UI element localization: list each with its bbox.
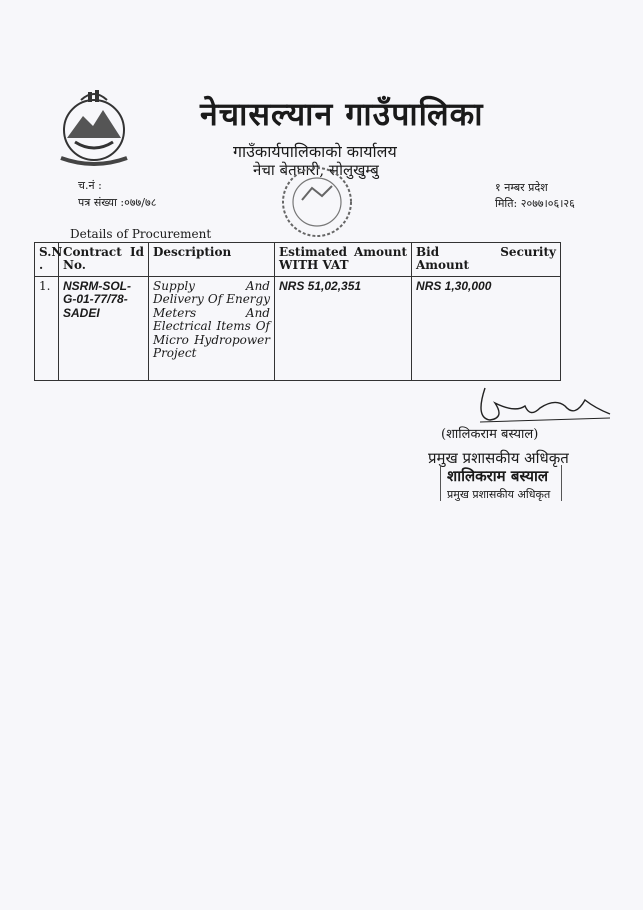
header-id-word: Id bbox=[129, 245, 144, 259]
org-title: नेचासल्यान गाउँपालिका bbox=[200, 95, 484, 133]
province: १ नम्बर प्रदेश bbox=[495, 181, 548, 194]
header-bid-word: Bid bbox=[416, 245, 440, 259]
signature-icon bbox=[445, 378, 615, 428]
header-bid-amount-word: Amount bbox=[416, 258, 470, 273]
header-contract-word: Contract bbox=[63, 245, 122, 259]
header-contract-id bbox=[59, 243, 149, 277]
signer-name: (शालिकराम बस्याल) bbox=[441, 427, 539, 442]
header-estimated-amount bbox=[275, 243, 412, 277]
cell-description: Supply And Delivery Of Energy Meters And Electrical Items Of Micro Hydropower Project bbox=[149, 276, 275, 380]
header-estimated-word: Estimated bbox=[279, 245, 348, 259]
signer-title: प्रमुख प्रशासकीय अधिकृत bbox=[428, 449, 569, 467]
letter-date: मिति: २०७७।०६।२६ bbox=[495, 197, 575, 210]
office-seal-icon bbox=[262, 160, 372, 240]
cell-sn: 1. bbox=[35, 276, 59, 380]
stamp-title: प्रमुख प्रशासकीय अधिकृत bbox=[447, 488, 551, 501]
government-emblem-icon bbox=[55, 88, 133, 168]
cell-contract-id: NSRM-SOL-G-01-77/78-SADEI bbox=[59, 276, 149, 380]
header-amount-word: Amount bbox=[353, 245, 407, 259]
stamp-name: शालिकराम बस्याल bbox=[447, 467, 549, 485]
office-location: नेचा बेतघारी, सोलुखुम्बु bbox=[253, 161, 379, 179]
table-header-row bbox=[35, 243, 561, 277]
header-security-word: Security bbox=[500, 245, 556, 259]
table-row bbox=[35, 276, 561, 380]
letter-number: पत्र संख्या :०७७/७८ bbox=[78, 196, 157, 209]
reference-number: च.नं : bbox=[78, 179, 102, 192]
header-sn: S.N . bbox=[35, 243, 59, 277]
header-no-word: No. bbox=[63, 258, 86, 273]
cell-bid-security: NRS 1,30,000 bbox=[412, 276, 561, 380]
header-with-vat: WITH VAT bbox=[279, 258, 349, 273]
section-label: Details of Procurement bbox=[70, 227, 212, 241]
procurement-table bbox=[34, 242, 561, 381]
office-name: गाउँकार्यपालिकाको कार्यालय bbox=[233, 142, 397, 161]
header-description: Description bbox=[149, 243, 275, 277]
header-bid-security bbox=[412, 243, 561, 277]
cell-estimated-amount: NRS 51,02,351 bbox=[275, 276, 412, 380]
